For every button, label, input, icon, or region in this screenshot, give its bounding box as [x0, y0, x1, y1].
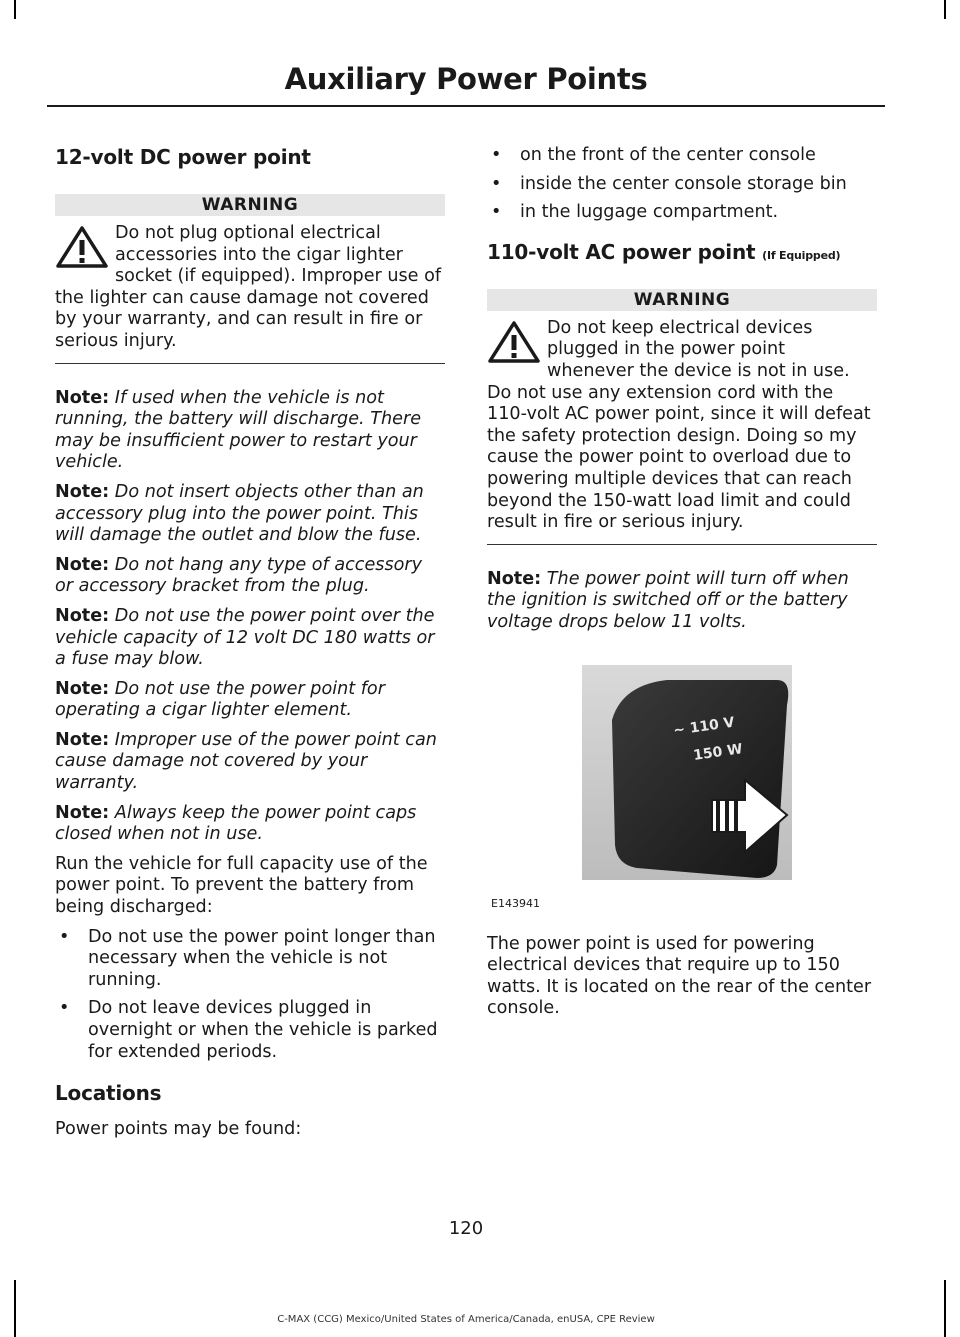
list-item — [487, 174, 877, 196]
warning-triangle-icon — [55, 225, 109, 269]
power-point-description: The power point is used for powering electrical devices that require up to 150 watts. It is located on the rear of the center console. — [487, 933, 872, 1019]
note-text: If used when the vehicle is not running, the battery will discharge. There may be insufficient power to restart your vehicle. — [55, 387, 422, 473]
bullet-dot: • — [491, 173, 502, 194]
heading-text: 110-volt AC power point — [487, 239, 756, 264]
note-text: Always keep the power point caps closed when not in use. — [55, 802, 417, 845]
list-item — [487, 145, 877, 167]
note-label: Note: — [55, 678, 110, 699]
page-number: 120 — [448, 1218, 484, 1239]
note-text: Do not insert objects other than an accessory plug into the power point. This will damage the outlet and blow the fuse. — [55, 481, 424, 546]
list-item-text: Do not use the power point longer than necessary when the vehicle is not running. — [88, 926, 436, 990]
note-label: Note: — [55, 554, 110, 575]
section-heading-12v: 12-volt DC power point — [55, 145, 311, 169]
note-label: Note: — [55, 387, 110, 408]
left-column — [55, 145, 445, 1149]
list-item — [487, 202, 877, 224]
note-7 — [55, 803, 445, 846]
note-5 — [55, 679, 445, 722]
page-header-title: Auxiliary Power Points — [284, 62, 648, 96]
note-1 — [55, 388, 445, 474]
bullet-dot: • — [491, 202, 502, 223]
section-heading-locations: Locations — [55, 1081, 162, 1106]
note-text: Do not use the power point over the vehicle capacity of 12 volt DC 180 watts or a fuse may blow. — [55, 605, 435, 670]
figure-id: E143941 — [491, 896, 540, 910]
note-label: Note: — [55, 729, 110, 750]
outlet-cap — [612, 680, 788, 878]
warning-triangle-icon — [487, 320, 541, 364]
warning-body — [55, 223, 445, 353]
note-label: Note: — [487, 568, 542, 589]
crop-mark — [14, 1280, 16, 1337]
list-item — [55, 927, 445, 992]
header-divider — [47, 105, 885, 107]
heading-suffix: (If Equipped) — [762, 248, 841, 262]
power-outlet-illustration — [487, 660, 877, 910]
locations-text: Power points may be found: — [55, 1119, 302, 1140]
crop-mark — [944, 0, 946, 19]
note-ignition — [487, 569, 877, 634]
page-footer: C-MAX (CCG) Mexico/United States of America/Canada, enUSA, CPE Review — [277, 1314, 655, 1325]
note-label: Note: — [55, 802, 110, 823]
warning-box-110v — [487, 289, 877, 545]
bullet-dot: • — [59, 926, 70, 947]
note-text: The power point will turn off when the ignition is switched off or the battery voltage drops below 11 volts. — [487, 568, 849, 632]
list-item-text: Do not leave devices plugged in overnight or when the vehicle is parked for extended periods. — [88, 998, 438, 1062]
list-item — [55, 998, 445, 1063]
section-heading-110v — [487, 240, 877, 264]
bullet-dot: • — [59, 998, 70, 1019]
note-2 — [55, 482, 445, 547]
list-item-text: in the luggage compartment. — [520, 202, 779, 223]
list-item-text: on the front of the center console — [520, 145, 816, 165]
crop-mark — [14, 0, 16, 19]
note-3 — [55, 555, 445, 598]
note-text: Do not hang any type of accessory or accessory bracket from the plug. — [55, 554, 423, 597]
crop-mark — [944, 1280, 946, 1337]
battery-bullet-list — [55, 927, 445, 1064]
warning-label: WARNING — [55, 194, 445, 216]
warning-label: WARNING — [487, 289, 877, 311]
watts-label: 150 W — [692, 740, 744, 764]
warning-text: Do not plug optional electrical accessories into the cigar lighter socket (if equipped). Improper use of the lighter can cause damage not covered by your warranty, and can result in fire or serious injury. — [55, 223, 442, 351]
run-vehicle-text: Run the vehicle for full capacity use of the power point. To prevent the battery from being discharged: — [55, 853, 428, 918]
note-6 — [55, 730, 445, 795]
right-column — [487, 145, 877, 1028]
note-text: Improper use of the power point can cause damage not covered by your warranty. — [55, 729, 437, 794]
note-4 — [55, 606, 445, 671]
volts-label: ~ 110 V — [672, 714, 736, 739]
locations-bullet-list — [487, 145, 877, 224]
note-label: Note: — [55, 481, 110, 502]
list-item-text: inside the center console storage bin — [520, 173, 847, 194]
bullet-dot: • — [491, 145, 502, 165]
warning-body — [487, 318, 877, 534]
warning-text: Do not keep electrical devices plugged in the power point whenever the device is not in use. Do not use any extension cord with the 110-volt AC power point, since it will defeat the safety protection design. Doing so my cause the power point to overload due to powering multiple devices that can reach beyond the 150-watt load limit and could result in fire or serious injury. — [487, 317, 871, 533]
power-point-figure — [487, 660, 877, 910]
note-label: Note: — [55, 605, 110, 626]
note-text: Do not use the power point for operating a cigar lighter element. — [55, 678, 385, 721]
warning-box-12v — [55, 194, 445, 364]
